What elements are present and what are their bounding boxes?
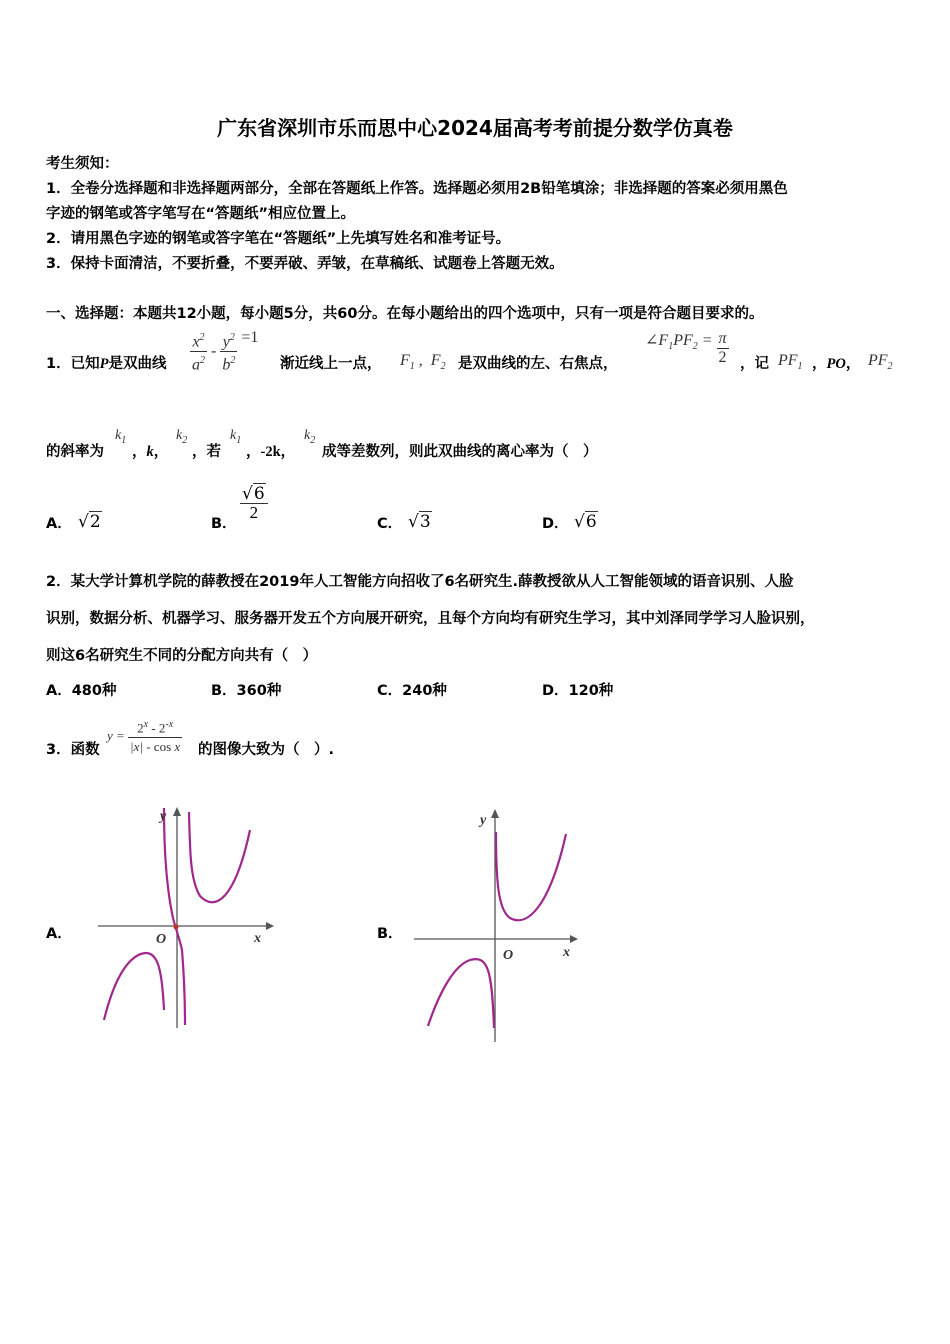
x-axis-arrow-icon [266, 922, 274, 930]
q1-option-d-label[interactable]: D． [542, 516, 569, 532]
y-axis-arrow-icon [491, 809, 499, 818]
q1-option-d-value: √6 [574, 512, 597, 532]
curve-left-branch [104, 953, 164, 1020]
k-symbol: ，k， [132, 444, 169, 460]
neg-2k: ，-2k， [246, 444, 296, 460]
graph-a [90, 800, 280, 1035]
k2: $k_2$ [176, 428, 188, 446]
notice-item: 3．保持卡面清洁，不要折叠，不要弄破、弄皱，在草稿纸、试题卷上答题无效。 [46, 256, 564, 272]
q1-note: ，记 [740, 356, 769, 372]
curve-middle [164, 808, 185, 1025]
q2-line: 2．某大学计算机学院的薛教授在2019年人工智能方向招收了6名研究生.薛教授欲从人工智能领域的语音识别、人脸 [46, 574, 794, 590]
y-axis-arrow-icon [173, 807, 181, 816]
curve-left-branch [428, 959, 494, 1028]
q1-ruo: ，若 [192, 444, 221, 460]
x-axis-arrow-icon [570, 935, 578, 943]
line-pf1: $PF_1$ [778, 352, 803, 373]
q2-option-c[interactable]: C．240种 [377, 683, 447, 699]
q2-line: 则这6名研究生不同的分配方向共有（ ） [46, 648, 318, 664]
q1-option-a-label[interactable]: A． [46, 516, 72, 532]
q3-option-b-label[interactable]: B． [377, 926, 403, 942]
q1-slope-text: 的斜率为 [46, 444, 104, 460]
x-axis-label: x [254, 931, 261, 946]
focus-f1: $F_1$ , $F_2$ [400, 352, 446, 373]
q2-option-b[interactable]: B．360种 [211, 683, 282, 699]
line-po: ，PO， [812, 356, 861, 372]
notice-item: 字迹的钢笔或答字笔写在“答题纸”相应位置上。 [46, 206, 356, 222]
q1-asymptote-text: 渐近线上一点， [280, 356, 382, 372]
notice-item: 2．请用黑色字迹的钢笔或答字笔在“答题纸”上先填写姓名和准考证号。 [46, 231, 511, 247]
notice-item: 1．全卷分选择题和非选择题两部分，全部在答题纸上作答。选择题必须用2B铅笔填涂；非选择题的答案必须用黑色 [46, 181, 788, 197]
q1-foci-text: 是双曲线的左、右焦点， [458, 356, 618, 372]
q1-option-b-label[interactable]: B． [211, 516, 237, 532]
y-axis-label: y [480, 813, 487, 828]
q1-option-c-value: √3 [408, 512, 431, 532]
q1-question-end: 成等差数列，则此双曲线的离心率为（ ） [322, 444, 598, 460]
q3-option-a-label[interactable]: A． [46, 926, 72, 942]
k2: $k_2$ [304, 428, 316, 446]
function-formula: y = $\frac{2^x - 2^{-x}}{\text{|x| - cos x}}$ [107, 716, 182, 756]
q2-option-a[interactable]: A．480种 [46, 683, 117, 699]
q2-option-d[interactable]: D．120种 [542, 683, 614, 699]
q3-suffix: 的图像大致为（ ）. [198, 742, 335, 758]
k1: $k_1$ [115, 428, 127, 446]
origin-dot [174, 925, 179, 930]
q3-prefix: 3．函数 [46, 742, 100, 758]
section-heading: 一、选择题：本题共12小题，每小题5分，共60分。在每小题给出的四个选项中，只有一项是符合题目要求的。 [46, 306, 764, 322]
line-pf2: $PF_2$ [868, 352, 893, 373]
curve-right-branch [189, 812, 250, 902]
q1-prefix: 1．已知P是双曲线 [46, 356, 167, 372]
curve-right-branch [496, 832, 566, 920]
q1-option-a-value: √2 [78, 512, 101, 532]
notice-heading: 考生须知： [46, 156, 119, 172]
angle-condition: $\angle F_1PF_2$ = $\frac{\pi}{2}$ [645, 330, 727, 366]
k1: $k_1$ [230, 428, 242, 446]
q1-option-b-value: $\frac{√6}{2}$ [240, 485, 268, 522]
q1-option-c-label[interactable]: C． [377, 516, 403, 532]
page-title: 广东省深圳市乐而思中心2024届高考考前提分数学仿真卷 [217, 116, 733, 140]
origin-label: O [156, 932, 167, 947]
graph-b [410, 800, 595, 1045]
origin-label: O [503, 948, 514, 963]
q2-line: 识别，数据分析、机器学习、服务器开发五个方向展开研究，且每个方向均有研究生学习，其中刘泽同学学习人脸识别， [46, 611, 815, 627]
x-axis-label: x [563, 945, 570, 960]
y-axis-label: y [160, 809, 167, 824]
hyperbola-equation: $\frac{x^2}{a^2}$ - $\frac{y^2}{b^2}$ =1 [192, 329, 259, 374]
